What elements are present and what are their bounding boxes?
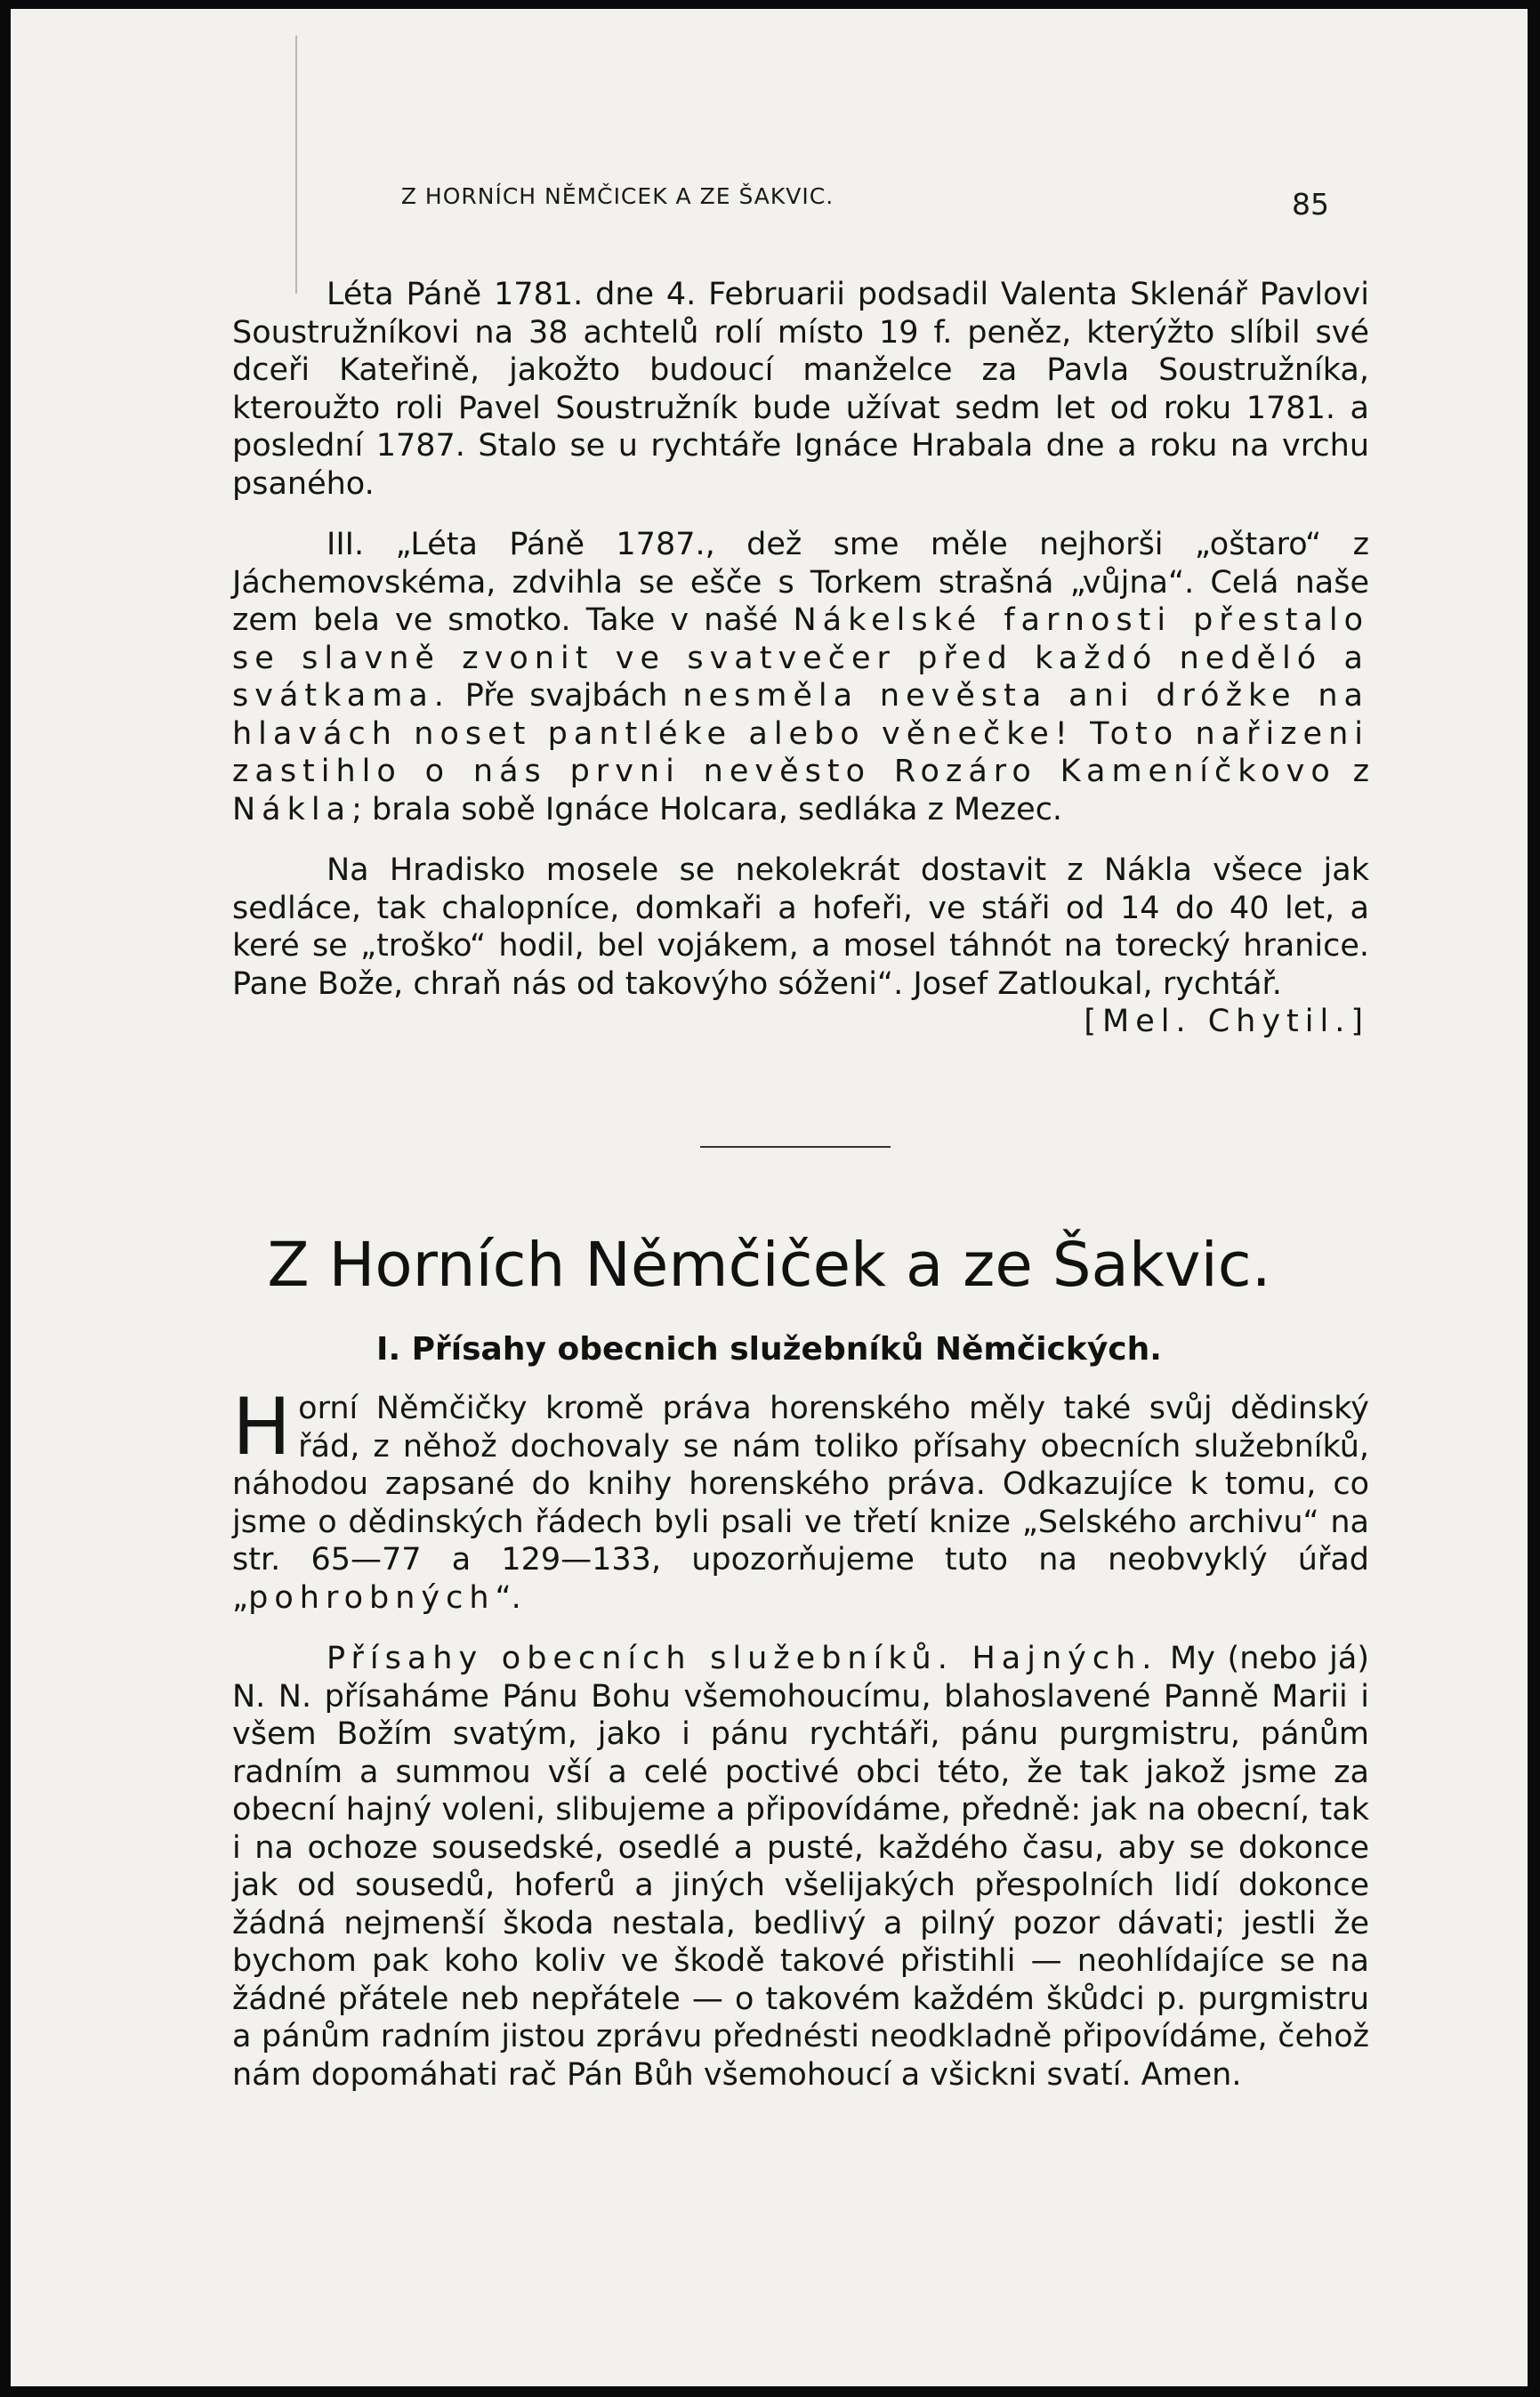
- paragraph-iii-spaced-3: Nákla: [232, 791, 352, 827]
- paragraph-hradisko: [232, 851, 1369, 1041]
- drop-cap: H: [232, 1381, 292, 1473]
- paragraph-iii-spaced-2: nesměla nevěsta ani dróžke na hlavách noset pantléke alebo věnečke! Toto nařizeni zastihlo o nás prvni nevěsto Rozáro Kameníčkovo: [232, 678, 1370, 789]
- section-divider: [700, 1146, 891, 1148]
- paragraph-oath-text: My (nebo já) N. N. přísaháme Pánu Bohu všemohoucímu, blahoslavené Panně Marii i všem Božím svatým, jako i pánu rychtáři, pánu purgmistru, pánům radním a summou vší a celé poctivé obci této, že tak jakož jsme za obecní hajný voleni, slibujeme a připovídáme, předně: jak na obecní, tak i na ochoze sousedské, osedlé a pusté, každého času, aby se dokonce jak od sousedů, hoferů a jiných všelijakých přespolních lidí dokonce žádná nejmenší škoda nestala, bedlivý a pilný pozor dávati; jestli že bychom pak koho koliv ve škodě takové přistihli — neohlídajíce se na žádné přátele neb nepřátele — o takovém každém škůdci p. purgmistru a pánům radním jistou zprávu přednésti neodkladně připovídáme, čehož nám dopomáhati rač Pán Bůh všemohoucí a všickni svatí. Amen.: [232, 1641, 1369, 2093]
- paragraph-leta-1781: Léta Páně 1781. dne 4. Februarii podsadil Valenta Sklenář Pavlovi Soustružníkovi na 38 achtelů rolí místo 19 f. peněz, kterýžto slíbil své dceři Kateřině, jakožto budoucí manželce za Pavla Soustružníka, kteroužto roli Pavel Soustružník bude užívat sedm let od roku 1781. a poslední 1787. Stalo se u rychtáře Ignáce Hrabala dne a roku na vrchu psaného.: [232, 277, 1369, 502]
- article-title: Z Horních Němčiček a ze Šakvic.: [267, 1230, 1271, 1301]
- book-page: [11, 9, 1528, 2386]
- paragraph-intro-text: orní Němčičky kromě práva horenského měly také svůj dědinský řád, z něhož dochovaly se nám toliko přísahy obecních služebníků, náhodou zapsané do knihy horenského práva. Odkazujíce k tomu, co jsme o dědinských řádech byli psali ve třetí knize „Selského archivu“ na str. 65—77 a 129—133, upozorňujeme tuto na neobvyklý úřad „: [232, 1391, 1369, 1616]
- paragraph-iii-text-1: III. „Léta Páně 1787., dež sme měle nejhorši „oštaro“ z Jáchemovskéma, zdvihla se ešče s Torkem strašná „vůjna“. Celá naše zem bela ve smotko. Take v našé: [232, 527, 1369, 638]
- section-title: I. Přísahy obecnich služebníků Němčických.: [376, 1331, 1162, 1368]
- paragraph-iii-text-2: Pře svajbách: [449, 678, 683, 714]
- paragraph-iii: [232, 526, 1369, 828]
- text-block-bottom: [232, 1381, 1369, 2094]
- paragraph-iii-text-4: ; brala sobě Ignáce Holcara, sedláka z Mezec.: [351, 791, 1063, 827]
- paragraph-hradisko-text: Na Hradisko mosele se nekolekrát dostavit z Nákla všece jak sedláce, tak chalopníce, domkaři a hofeři, ve stáři od 14 do 40 let, a keré se „troško“ hodil, bel vojákem, a mosel táhnót na torecký hranice. Pane Bože, chraň nás od takovýho sóženi“. Josef Zatloukal, rychtář.: [232, 852, 1369, 1002]
- paragraph-iii-text-3: z: [1335, 754, 1369, 789]
- paragraph-intro-spaced: pohrobných: [248, 1579, 496, 1616]
- paragraph-intro: [232, 1381, 1369, 1617]
- paragraph-oath-heading: Přísahy obecních služebníků. Hajných.: [327, 1641, 1158, 1676]
- running-title: Z HORNÍCH NĚMČICEK A ZE ŠAKVIC.: [400, 183, 835, 209]
- author-signature: [Mel. Chytil.]: [1084, 1004, 1369, 1039]
- scan-margin-mark: [295, 36, 297, 294]
- page-number: 85: [1292, 187, 1329, 222]
- text-block-top: [232, 276, 1369, 1041]
- paragraph-intro-end: “.: [495, 1579, 521, 1616]
- paragraph-oath: [232, 1640, 1369, 2094]
- paragraph-iii-spaced-1: Nákelské farnosti přestalo se slavně zvonit ve svatvečer před každó neděló a svátkama.: [232, 602, 1369, 714]
